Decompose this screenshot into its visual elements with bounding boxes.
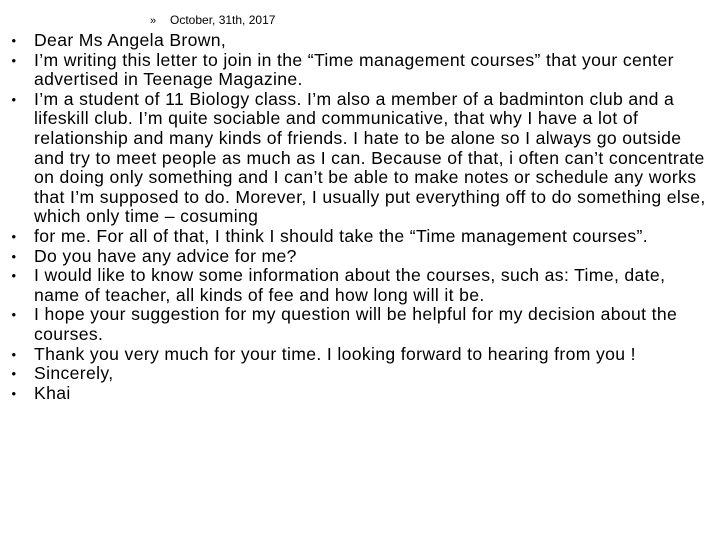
letter-body [8,31,708,403]
paragraph-text: I hope your suggestion for my question will be helpful for my decision about the courses. [34,304,678,344]
paragraph-text: for me. For all of that, I think I should take the “Time management courses”. [34,225,648,246]
paragraph-text: Dear Ms Angela Brown, [34,30,227,50]
date-text: October, 31th, 2017 [170,13,276,27]
paragraph-conclusion [8,227,708,247]
paragraph-hope [8,305,708,344]
bullet-icon: • [11,33,17,48]
bullet-icon: • [11,268,17,284]
bullet-icon: • [11,228,17,244]
paragraph-info-request [8,266,708,305]
bullet-icon: • [11,346,17,362]
paragraph-purpose [8,51,708,90]
bullet-icon: • [11,385,17,401]
bullet-icon: • [11,307,17,323]
paragraph-greeting [8,31,708,51]
paragraph-closing [8,364,708,384]
bullet-icon: • [11,248,17,264]
paragraph-about-me [8,90,708,227]
paragraph-text: I’m writing this letter to join in the “Time management courses” that your center advertised in Teenage Magazine. [34,49,674,90]
paragraph-text: I would like to know some information about the courses, such as: Time, date, name of teacher, all kinds of fee and how long will it be. [34,265,666,305]
paragraph-signature [8,384,708,404]
bullet-icon: • [11,52,17,68]
paragraph-text: Sincerely, [34,363,114,384]
paragraph-text: I’m a student of 11 Biology class. I’m also a member of a badminton club and a lifeskill club. I’m quite sociable and communicative, that why I have a lot of relationship and many kinds of friends. I hate to be alone so I always go outside and try to meet people as much as I can. Because of that, i often can’t concentrate on doing only something and I can’t be able to make notes or schedule any works that I’m supposed to do. Morever, I usually put everything off to do something else, which only time – cosuming [34,88,706,227]
paragraph-text: Khai [34,382,71,403]
sub-bullet-icon: » [150,15,157,27]
paragraph-text: Thank you very much for your time. I looking forward to hearing from you ! [34,343,636,364]
paragraph-question [8,247,708,267]
paragraph-thanks [8,345,708,365]
bullet-icon: • [11,366,17,382]
date-line [150,12,275,29]
bullet-icon: • [11,91,17,107]
paragraph-text: Do you have any advice for me? [34,245,297,266]
